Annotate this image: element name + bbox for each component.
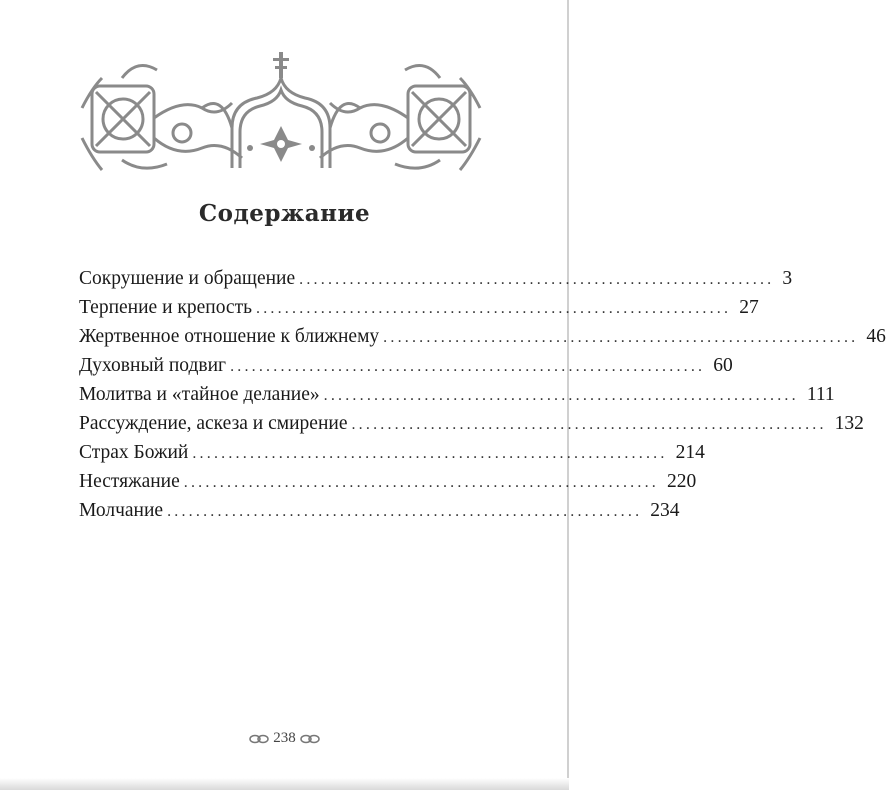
celtic-knot-ornament-icon [82, 48, 480, 176]
toc-entry-page: 60 [713, 355, 733, 376]
toc-entry-page: 234 [650, 500, 680, 521]
toc-entry-title: Нестяжание [79, 471, 180, 492]
knot-ornament-icon [300, 734, 320, 744]
dot-leader: .................................................................. [323, 387, 799, 404]
dot-leader: .................................................................. [299, 271, 775, 288]
toc-row [79, 326, 886, 355]
page-title: Содержание [198, 200, 371, 227]
page-bottom-shadow [0, 778, 569, 790]
toc-entry-title: Молитва и «тайное делание» [79, 384, 320, 405]
toc-entry-title: Терпение и крепость [79, 297, 252, 318]
page-number: 238 [273, 730, 296, 746]
dot-leader: .................................................................. [256, 300, 732, 317]
toc-entry-page: 220 [666, 471, 697, 492]
toc-entry-page: 214 [675, 442, 705, 463]
toc-row [79, 297, 759, 326]
toc-entry-title: Духовный подвиг [79, 355, 227, 376]
table-of-contents [79, 268, 886, 529]
dot-leader: .................................................................. [183, 474, 659, 491]
toc-entry-title: Рассуждение, аскеза и смирение [79, 413, 348, 434]
dot-leader: .................................................................. [230, 358, 706, 375]
knot-ornament-icon [249, 734, 269, 744]
toc-entry-page: 3 [782, 268, 793, 289]
toc-entry-page: 111 [806, 384, 835, 405]
toc-entry-page: 132 [834, 413, 864, 434]
page-footer [0, 730, 569, 747]
toc-row [79, 384, 835, 413]
toc-row [79, 413, 864, 442]
toc-row [79, 268, 793, 297]
toc-row [79, 471, 697, 500]
toc-row [79, 442, 705, 471]
toc-row [79, 355, 733, 384]
toc-entry-page: 27 [739, 297, 759, 318]
toc-entry-page: 46 [866, 326, 886, 347]
toc-entry-title: Жертвенное отношение к ближнему [79, 326, 380, 347]
dot-leader: .................................................................. [351, 416, 827, 433]
dot-leader: .................................................................. [192, 445, 668, 462]
dot-leader: .................................................................. [167, 503, 643, 520]
toc-entry-title: Страх Божий [79, 442, 189, 463]
dot-leader: .................................................................. [383, 329, 859, 346]
toc-row [79, 500, 680, 529]
toc-entry-title: Молчание [79, 500, 164, 521]
toc-entry-title: Сокрушение и обращение [79, 268, 296, 289]
